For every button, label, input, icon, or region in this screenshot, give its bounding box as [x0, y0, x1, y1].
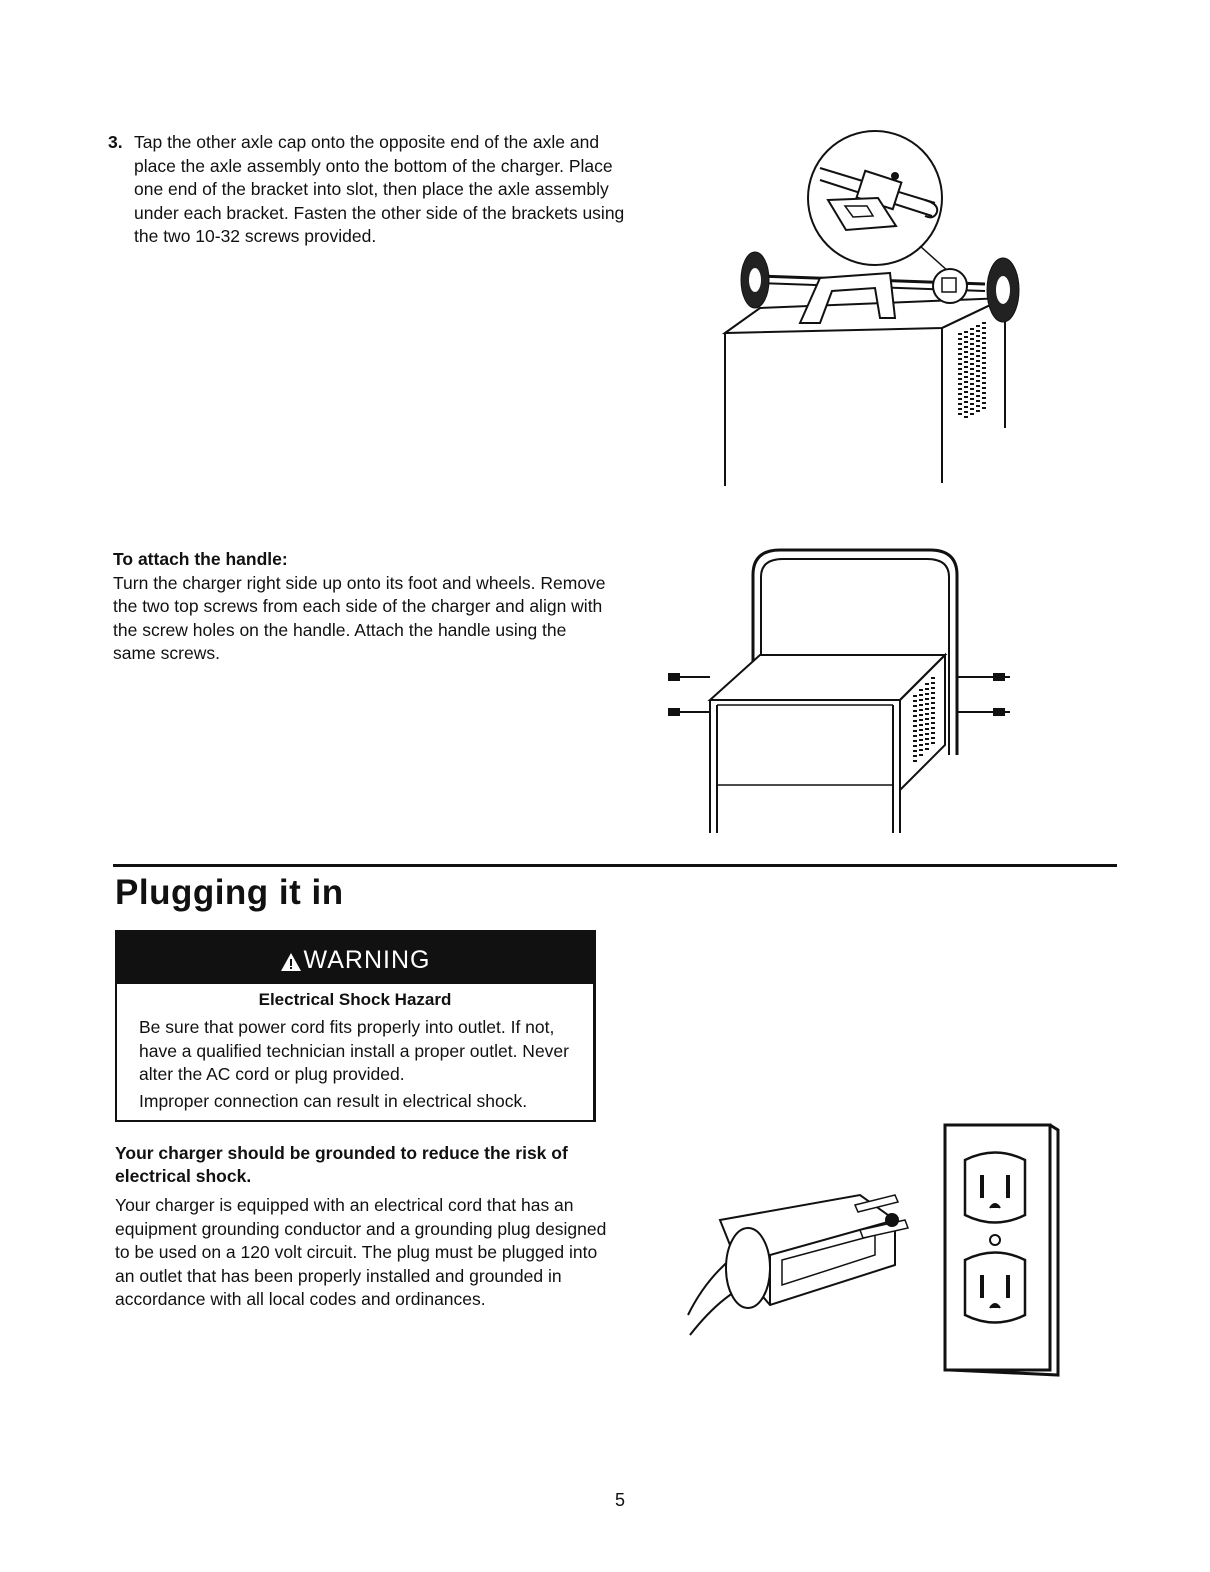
step-3-text: Tap the other axle cap onto the opposite end of the axle and place the axle assembly onto the bottom of the charger. Place one end of the bracket into slot, then place the axle assembly under each bracket. Fasten the other side of the brackets using the two 10-32 screws provided.: [134, 132, 625, 246]
warning-title: Electrical Shock Hazard: [258, 990, 452, 1009]
section-title: Plugging it in: [115, 873, 344, 912]
warning-text: Be sure that power cord fits properly into outlet. If not, have a qualified technician install a proper outlet. Never alter the AC cord or plug provided.: [139, 1017, 569, 1084]
warning-label: WARNING: [303, 946, 431, 974]
warning-banner: [117, 932, 593, 984]
handle-heading: To attach the handle:: [113, 549, 288, 569]
grounding-text: Your charger is equipped with an electrical cord that has an equipment grounding conductor and a grounding plug designed to be used on a 120 volt circuit. The plug must be plugged into an outlet that has been properly installed and grounded in accordance with all local codes and ordinances.: [115, 1195, 607, 1309]
handle-attachment-illustration: [665, 545, 1020, 840]
grounding-heading: Your charger should be grounded to reduce the risk of electrical shock.: [115, 1143, 568, 1186]
handle-instructions: [113, 548, 613, 666]
step-number: 3.: [108, 132, 123, 152]
axle-assembly-illustration: [720, 128, 1030, 488]
page-number: 5: [614, 1490, 625, 1510]
section-divider: [113, 864, 1117, 867]
warning-box: [115, 930, 596, 1122]
handle-text: Turn the charger right side up onto its foot and wheels. Remove the two top screws from each side of the charger and align with the screw holes on the handle. Attach the handle using the same screws.: [113, 572, 606, 663]
warning-last-line: Improper connection can result in electrical shock.: [139, 1091, 528, 1111]
plug-outlet-illustration: [680, 1120, 1060, 1380]
warning-triangle-icon: [280, 952, 302, 972]
